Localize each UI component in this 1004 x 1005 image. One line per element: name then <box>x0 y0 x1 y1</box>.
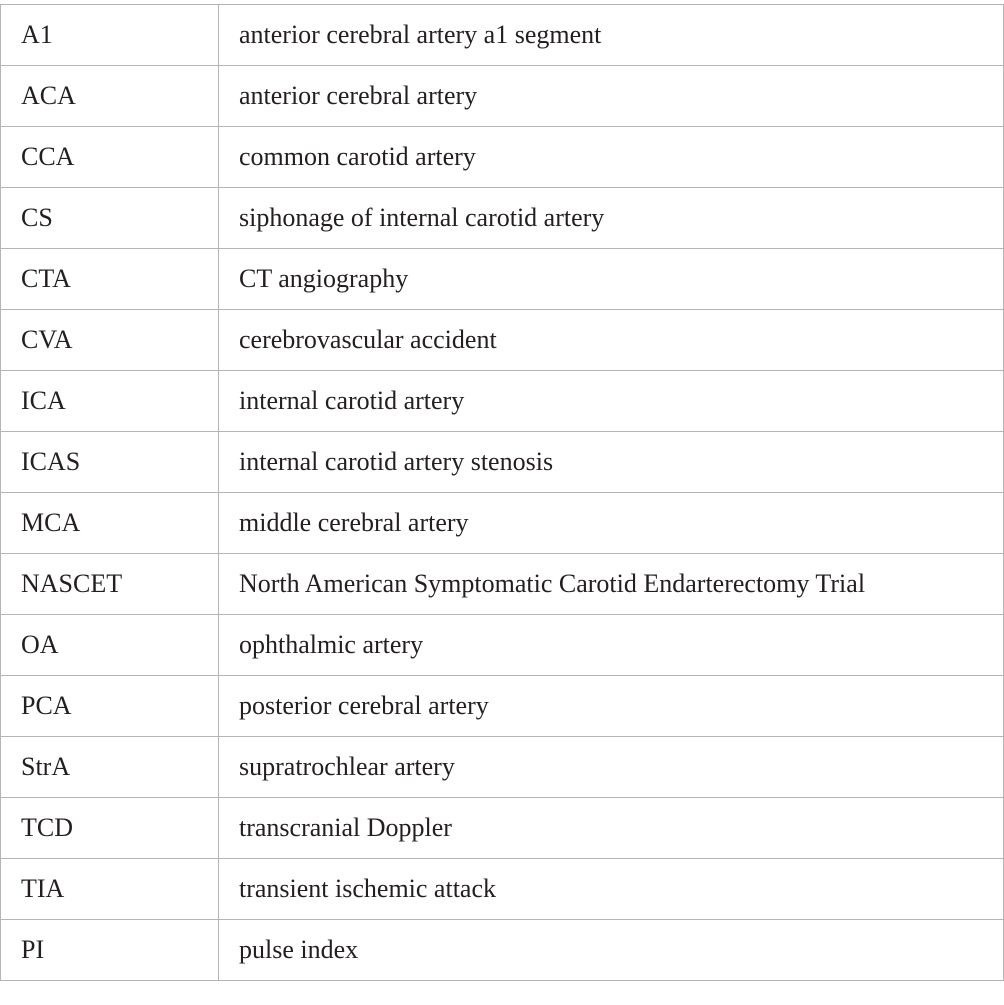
abbreviation-cell: ICA <box>1 371 219 432</box>
definition-cell: transient ischemic attack <box>219 859 1004 920</box>
abbreviation-cell: OA <box>1 615 219 676</box>
definition-cell: siphonage of internal carotid artery <box>219 188 1004 249</box>
definition-cell: cerebrovascular accident <box>219 310 1004 371</box>
table-row <box>1 249 1004 310</box>
definition-cell: internal carotid artery stenosis <box>219 432 1004 493</box>
abbreviation-cell: NASCET <box>1 554 219 615</box>
definition-cell: pulse index <box>219 920 1004 981</box>
table-row <box>1 432 1004 493</box>
definition-cell: common carotid artery <box>219 127 1004 188</box>
definition-cell: supratrochlear artery <box>219 737 1004 798</box>
table-row <box>1 737 1004 798</box>
table-row <box>1 798 1004 859</box>
definition-cell: anterior cerebral artery a1 segment <box>219 5 1004 66</box>
definition-cell: anterior cerebral artery <box>219 66 1004 127</box>
table-row <box>1 188 1004 249</box>
table-row <box>1 5 1004 66</box>
definition-cell: middle cerebral artery <box>219 493 1004 554</box>
definition-cell: internal carotid artery <box>219 371 1004 432</box>
abbreviations-table <box>0 4 1004 981</box>
abbreviation-cell: ICAS <box>1 432 219 493</box>
abbreviation-cell: TCD <box>1 798 219 859</box>
definition-cell: North American Symptomatic Carotid Endarterectomy Trial <box>219 554 1004 615</box>
table-row <box>1 615 1004 676</box>
abbreviation-cell: CS <box>1 188 219 249</box>
table-row <box>1 676 1004 737</box>
table-row <box>1 493 1004 554</box>
abbreviation-cell: ACA <box>1 66 219 127</box>
table-row <box>1 371 1004 432</box>
table-row <box>1 554 1004 615</box>
abbreviation-cell: TIA <box>1 859 219 920</box>
definition-cell: CT angiography <box>219 249 1004 310</box>
definition-cell: posterior cerebral artery <box>219 676 1004 737</box>
abbreviation-cell: A1 <box>1 5 219 66</box>
table-row <box>1 859 1004 920</box>
abbreviation-cell: PI <box>1 920 219 981</box>
definition-cell: ophthalmic artery <box>219 615 1004 676</box>
abbreviation-cell: PCA <box>1 676 219 737</box>
abbreviation-cell: CCA <box>1 127 219 188</box>
abbreviations-table-body <box>1 5 1004 981</box>
table-row <box>1 310 1004 371</box>
abbreviation-cell: MCA <box>1 493 219 554</box>
definition-cell: transcranial Doppler <box>219 798 1004 859</box>
table-row <box>1 127 1004 188</box>
table-row <box>1 66 1004 127</box>
abbreviation-cell: CTA <box>1 249 219 310</box>
abbreviation-cell: CVA <box>1 310 219 371</box>
abbreviation-cell: StrA <box>1 737 219 798</box>
table-row <box>1 920 1004 981</box>
